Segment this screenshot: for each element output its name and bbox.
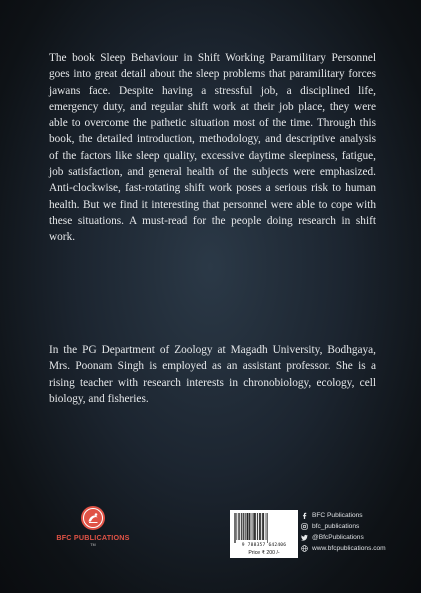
author-bio: In the PG Department of Zoology at Magadh University, Bodhgaya, Mrs. Poonam Singh is employed as an assistant professor. She is a rising teacher with research interests in chronobiology, ecology, cell biology, and fisheries. — [49, 344, 376, 405]
barcode-bar — [260, 513, 261, 540]
contact-website-label: www.bfcpublications.com — [312, 545, 386, 552]
barcode-bar — [241, 513, 242, 540]
isbn-number: 9 788357 642406 — [241, 543, 287, 548]
barcode-bar — [239, 513, 240, 540]
facebook-icon — [301, 512, 308, 519]
instagram-icon — [301, 523, 308, 530]
publisher-name: BFC PUBLICATIONS — [56, 533, 130, 542]
barcode-bar — [257, 513, 258, 540]
barcode-bar — [262, 513, 263, 540]
publisher-contacts — [301, 510, 411, 554]
twitter-icon — [301, 534, 308, 541]
isbn-barcode — [230, 510, 298, 558]
contact-website[interactable] — [301, 543, 411, 554]
barcode-bar — [245, 513, 246, 540]
barcode-bar — [259, 513, 260, 540]
bfc-logo-icon — [80, 505, 106, 531]
contact-twitter[interactable] — [301, 532, 411, 543]
book-description: The book Sleep Behaviour in Shift Working Paramilitary Personnel goes into great detail about the sleep problems that paramilitary forces jawans face. Despite having a stressful job, a disciplined life, emergency duty, and regular shift work at their job place, they were able to overcome the pathetic situation most of the time. Through this book, the detailed introduction, methodology, and descriptive analysis of the factors like sleep quality, excessive daytime sleepiness, fatigue, job satisfaction, and general health of the subjects were emphasized. Anti-clockwise, fast-rotating shift work poses a serious risk to human health. But we find it interesting that personnel were able to cope with these situations. A must-read for the people doing research in shift work. — [49, 52, 376, 244]
barcode-bar — [243, 513, 244, 540]
barcode-bar — [238, 513, 239, 540]
barcode-bar — [234, 513, 235, 543]
publisher-block — [48, 505, 138, 547]
contact-twitter-label: @BfcPublications — [312, 534, 364, 541]
website-icon — [301, 545, 308, 552]
barcode-bar — [267, 513, 268, 543]
barcode-bar — [236, 513, 237, 540]
barcode-bar — [251, 513, 252, 540]
barcode-bar — [252, 513, 253, 540]
barcode-bars — [233, 513, 295, 543]
contact-facebook-label: BFC Publications — [312, 512, 363, 519]
barcode-bar — [246, 513, 247, 540]
barcode-bar — [253, 513, 254, 540]
barcode-bar — [255, 513, 256, 540]
barcode-bar — [254, 513, 255, 540]
barcode-bar — [247, 513, 248, 540]
trademark-mark: TM — [90, 543, 96, 547]
contact-facebook[interactable] — [301, 510, 411, 521]
contact-instagram[interactable] — [301, 521, 411, 532]
contact-instagram-label: bfc_publications — [312, 523, 360, 530]
barcode-bar — [263, 513, 264, 540]
barcode-bar — [249, 513, 250, 540]
price-label: Price ₹ 200 /- — [248, 550, 280, 556]
barcode-bar — [235, 513, 236, 543]
